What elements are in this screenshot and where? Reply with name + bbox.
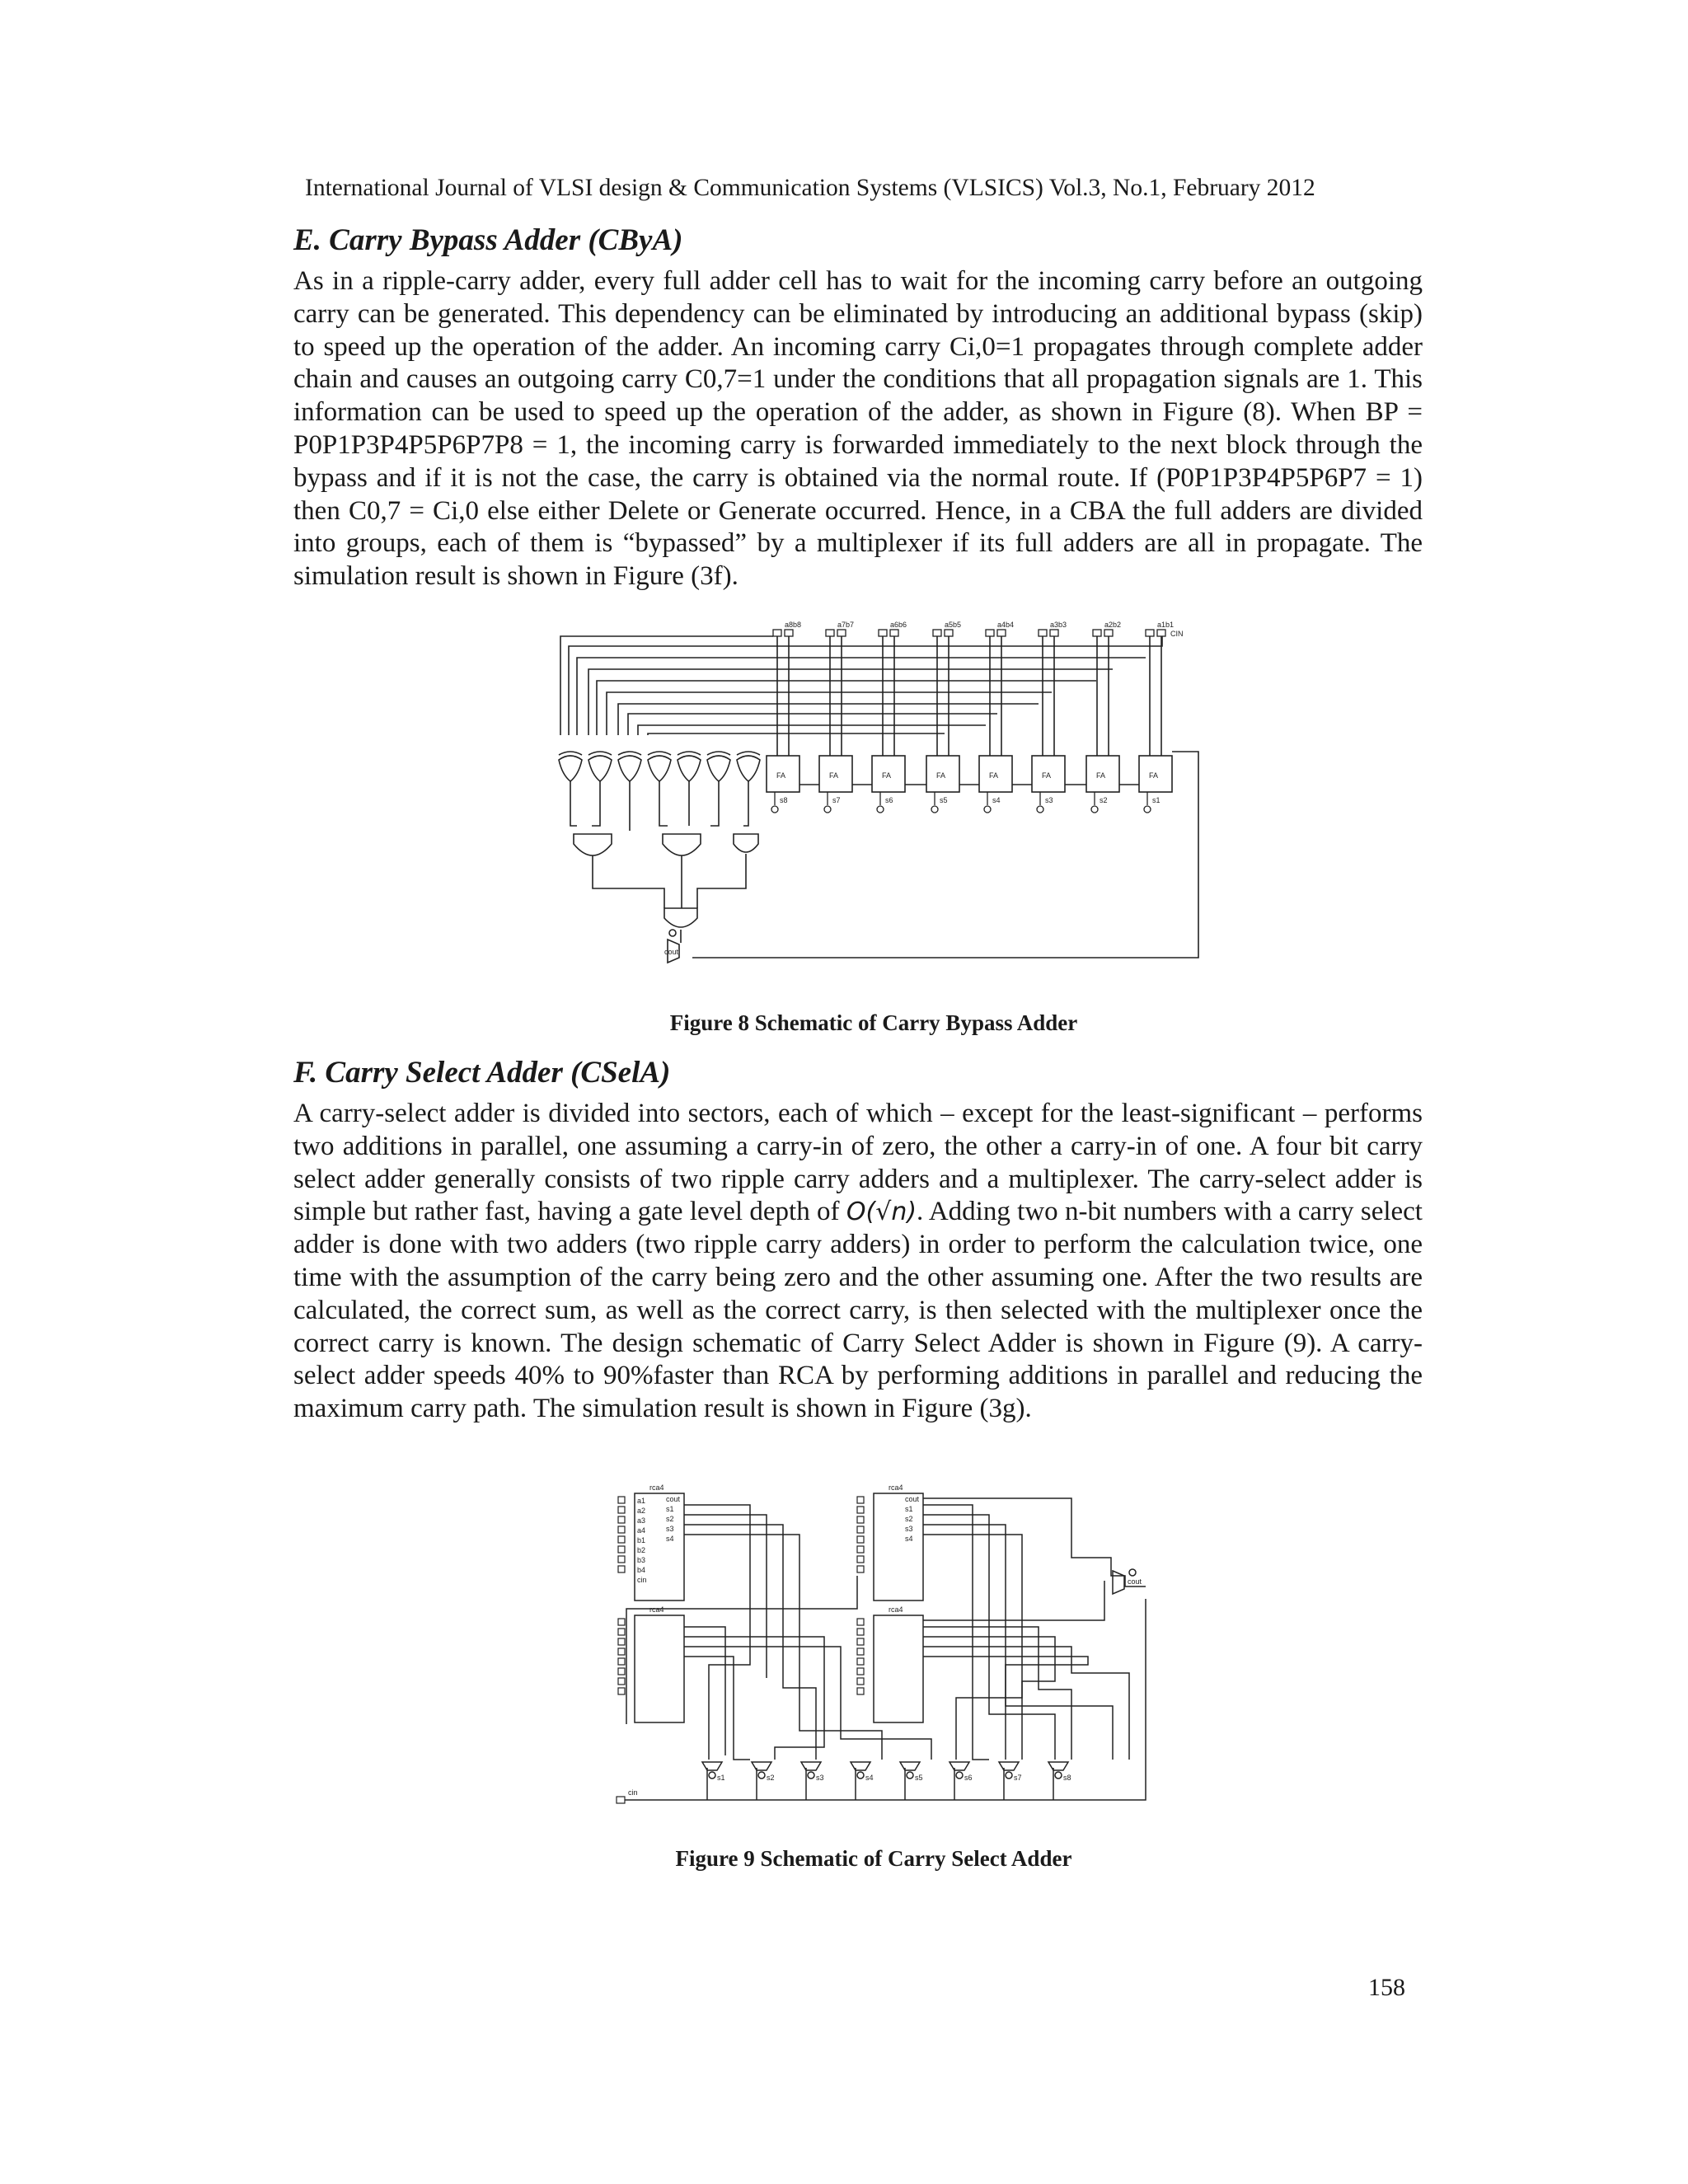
and-gates (574, 834, 758, 927)
paragraph-cseia (293, 1098, 1423, 1426)
svg-text:b4: b4 (637, 1566, 646, 1574)
svg-text:a2: a2 (637, 1507, 646, 1515)
svg-text:s2: s2 (767, 1774, 775, 1782)
svg-text:s1: s1 (666, 1505, 674, 1513)
rca4-block-top-right (874, 1493, 923, 1601)
cout-mux (1113, 1571, 1124, 1594)
svg-text:s2: s2 (905, 1515, 913, 1523)
mux-output-labels (717, 1774, 1071, 1782)
rca4-block-bottom-right (874, 1615, 923, 1722)
svg-text:b2: b2 (637, 1546, 646, 1554)
figure-9-caption: Figure 9 Schematic of Carry Select Adder (675, 1846, 1072, 1871)
fa-label: FA (829, 771, 839, 780)
sum-label-s3: s3 (1045, 796, 1053, 804)
cout-label: cout (1128, 1577, 1142, 1586)
svg-text:cin: cin (637, 1576, 647, 1584)
input-label-a4b4: a4b4 (997, 621, 1015, 629)
svg-text:b1: b1 (637, 1536, 646, 1544)
svg-text:s4: s4 (865, 1774, 874, 1782)
fa-label: FA (1042, 771, 1052, 780)
svg-text:s7: s7 (1014, 1774, 1022, 1782)
running-header: International Journal of VLSI design & Communication Systems (VLSICS) Vol.3, No.1, February 2012 (305, 175, 1315, 201)
input-pins (773, 630, 1165, 636)
rca4-label: rca4 (889, 1605, 903, 1614)
paragraph-cbya: As in a ripple-carry adder, every full adder cell has to wait for the incoming carry before an outgoing carry can be generated. This dependency can be eliminated by introducing an additional bypass (skip) to speed up the operation of the adder. An incoming carry Ci,0=1 propagates through complete adder chain and causes an outgoing carry C0,7=1 under the conditions that all propagation signals are 1. This information can be used to speed up the operation of the adder, as shown in Figure (8). When BP = P0P1P3P4P5P6P7P8 = 1, the incoming carry is forwarded immediately to the next block through the bypass and if it is not the case, the carry is obtained via the normal route. If (P0P1P3P4P5P6P7 = 1) then C0,7 = Ci,0 else either Delete or Generate occurred. Hence, in a CBA the full adders are divided into groups, each of them is “bypassed” by a multiplexer if its full adders are all in propagate. The simulation result is shown in Figure (3f). (293, 266, 1423, 592)
sum-label-s5: s5 (940, 796, 948, 804)
rca4-label: rca4 (649, 1483, 664, 1492)
paragraph-text-after: . Adding two n-bit numbers with a carry select adder is done with two adders (two ripple carry adders) in order to perform the calculation twice, one time with the assumption of the carry being zero and the other assuming one. After the two results are calculated, the correct sum, as well as the correct carry, is then selected with the multiplexer once the correct carry is known. The design schematic of Carry Select Adder is shown in Figure (9). A carry-select adder speeds 40% to 90%faster than RCA by performing additions in parallel and reducing the maximum carry path. The simulation result is shown in Figure (3g). (293, 1197, 1423, 1424)
fa-label: FA (989, 771, 999, 780)
svg-text:cout: cout (666, 1495, 681, 1503)
svg-text:s4: s4 (666, 1535, 674, 1543)
sum-label-s8: s8 (780, 796, 788, 804)
rca4-left-pin-labels (637, 1497, 647, 1584)
svg-text:s8: s8 (1063, 1774, 1071, 1782)
section-title-f: F. Carry Select Adder (CSelA) (293, 1056, 671, 1090)
svg-text:s3: s3 (905, 1525, 913, 1533)
svg-text:s6: s6 (964, 1774, 973, 1782)
svg-text:cout: cout (905, 1495, 920, 1503)
cin-pin (617, 1797, 625, 1803)
sum-label-s6: s6 (885, 796, 893, 804)
input-label-a3b3: a3b3 (1050, 621, 1067, 629)
xor-gates (559, 752, 760, 781)
svg-text:s3: s3 (816, 1774, 824, 1782)
svg-text:b3: b3 (637, 1556, 646, 1564)
cin-label: cin (628, 1788, 638, 1797)
figure-8-schematic (552, 621, 1195, 968)
page-number: 158 (1368, 1974, 1405, 2001)
gate-depth-math: O(√n) (846, 1197, 917, 1227)
svg-text:a4: a4 (637, 1526, 646, 1535)
sum-label-s2: s2 (1100, 796, 1108, 804)
svg-text:s1: s1 (905, 1505, 913, 1513)
input-label-cin: CIN (1170, 630, 1184, 638)
fa-label: FA (776, 771, 786, 780)
input-label-a2b2: a2b2 (1104, 621, 1122, 629)
paragraph-text-before: A carry-select adder is divided into sectors, each of which – except for the least-significant – performs two additions in parallel, one assuming a carry-in of zero, the other a carry-in of one. A four bit carry select adder generally consists of two ripple carry adders and a multiplexer. The carry-select adder is simple but rather fast, having a gate level depth of (293, 1099, 1423, 1227)
sum-label-s4: s4 (992, 796, 1001, 804)
sum-label-s7: s7 (832, 796, 841, 804)
sum-outputs (771, 792, 1151, 813)
sum-label-s1: s1 (1152, 796, 1160, 804)
fa-label: FA (1096, 771, 1106, 780)
input-label-a7b7: a7b7 (837, 621, 855, 629)
svg-text:a1: a1 (637, 1497, 646, 1505)
rca4-label: rca4 (889, 1483, 903, 1492)
input-label-a8b8: a8b8 (785, 621, 802, 629)
fa-label: FA (882, 771, 892, 780)
cout-label: cout (664, 948, 679, 956)
svg-text:s5: s5 (915, 1774, 923, 1782)
svg-text:s1: s1 (717, 1774, 725, 1782)
svg-text:s4: s4 (905, 1535, 913, 1543)
svg-text:a3: a3 (637, 1516, 646, 1525)
figure-9-schematic (610, 1483, 1142, 1813)
svg-text:s2: s2 (666, 1515, 674, 1523)
input-label-a5b5: a5b5 (945, 621, 962, 629)
rca4-block-bottom-left (635, 1615, 684, 1722)
figure-8-caption: Figure 8 Schematic of Carry Bypass Adder (669, 1010, 1078, 1035)
fa-label: FA (936, 771, 946, 780)
input-label-a1b1: a1b1 (1157, 621, 1175, 629)
input-label-a6b6: a6b6 (890, 621, 907, 629)
svg-text:s3: s3 (666, 1525, 674, 1533)
section-title-e: E. Carry Bypass Adder (CByA) (293, 223, 683, 257)
fa-label: FA (1149, 771, 1159, 780)
rca4-right-pin-labels (666, 1495, 920, 1543)
rca4-label: rca4 (649, 1605, 664, 1614)
